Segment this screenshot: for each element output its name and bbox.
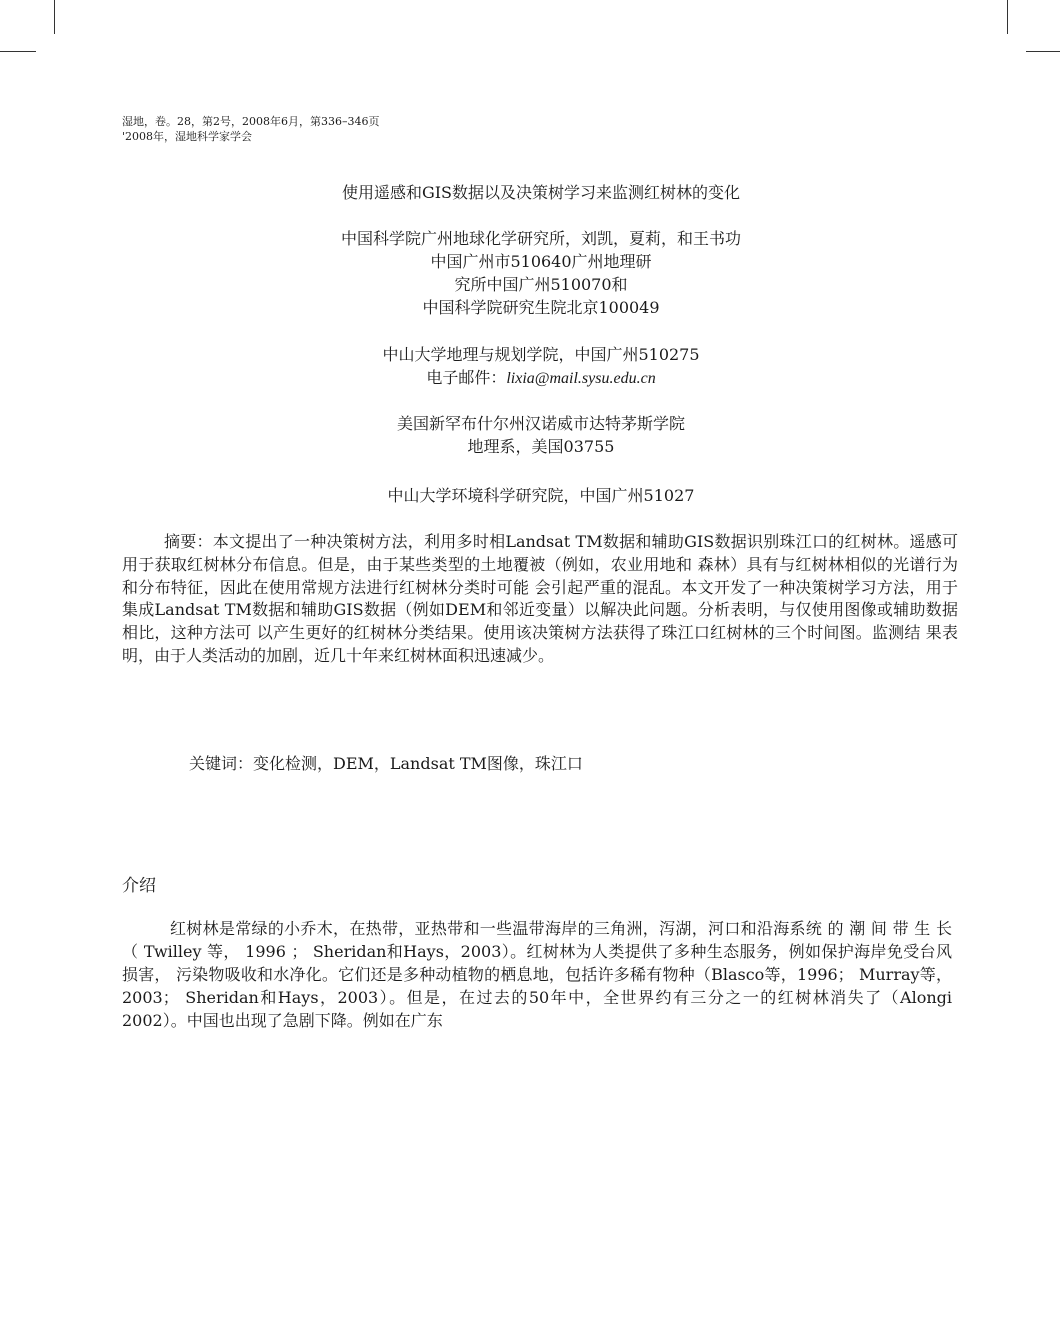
affiliation-block bbox=[122, 412, 960, 458]
journal-citation-line: 湿地，卷。28，第2号，2008年6月，第336–346页 bbox=[122, 115, 380, 128]
affiliation-block bbox=[122, 343, 960, 390]
email-line bbox=[122, 366, 960, 390]
affiliation-line: 美国新罕布什尔州汉诺威市达特茅斯学院 bbox=[396, 414, 685, 433]
crop-mark bbox=[0, 51, 36, 52]
affiliation-line: 中山大学地理与规划学院，中国广州510275 bbox=[382, 345, 700, 364]
affiliation-line: 地理系，美国03755 bbox=[467, 437, 615, 456]
keywords-line: 关键词：变化检测，DEM，Landsat TM图像，珠江口 bbox=[189, 754, 583, 773]
affiliation-line: 中国广州市510640广州地理研 bbox=[430, 252, 652, 271]
email-address: lixia@mail.sysu.edu.cn bbox=[506, 370, 656, 387]
affiliation-line: 中国科学院研究生院北京100049 bbox=[422, 298, 660, 317]
crop-mark bbox=[1007, 0, 1008, 34]
affiliation-block bbox=[122, 227, 960, 319]
affiliation-line: 究所中国广州510070和 bbox=[454, 275, 628, 294]
paper-title: 使用遥感和GIS数据以及决策树学习来监测红树林的变化 bbox=[341, 183, 741, 202]
affiliation-line: 中山大学环境科学研究院，中国广州51027 bbox=[387, 486, 695, 505]
email-label: 电子邮件： bbox=[426, 368, 507, 387]
authors-line: 中国科学院广州地球化学研究所，刘凯，夏莉，和王书功 bbox=[340, 229, 741, 248]
intro-paragraph: 红树林是常绿的小乔木，在热带，亚热带和一些温带海岸的三角洲，泻湖，河口和沿海系统 的 潮 间 带 生 长 （ Twilley 等， 1996 ； Sheridan和Hays，2003）。红树林为人类提供了多种生态服务，例如保护海岸免受台风损害， 污染物吸收和水净化。它们还是多种动植物的栖息地，包括许多稀有物种（Blasco等，1996； Murray等，2003； Sheridan和Hays，2003）。但是，在过去的50年中，全世界约有三分之一的红树林消失了（Alongi 2002）。中国也出现了急剧下降。例如在广东 bbox=[122, 919, 952, 1030]
section-heading: 介绍 bbox=[122, 876, 156, 896]
journal-citation bbox=[122, 114, 379, 144]
abstract-paragraph: 摘要：本文提出了一种决策树方法，利用多时相Landsat TM数据和辅助GIS数据识别珠江口的红树林。遥感可用于获取红树林分布信息。但是，由于某些类型的土地覆被（例如，农业用地和 森林）具有与红树林相似的光谱行为和分布特征，因此在使用常规方法进行红树林分类时可能 会引起严重的混乱。本文开发了一种决策树学习方法，用于集成Landsat TM数据和辅助GIS数据（例如DEM和邻近变量）以解决此问题。分析表明，与仅使用图像或辅助数据相比，这种方法可 以产生更好的红树林分类结果。使用该决策树方法获得了珠江口红树林的三个时间图。监测结 果表明，由于人类活动的加剧，近几十年来红树林面积迅速减少。 bbox=[122, 532, 958, 665]
crop-mark bbox=[1026, 51, 1060, 52]
crop-mark bbox=[54, 0, 55, 34]
copyright-line: '2008年，湿地科学家学会 bbox=[122, 130, 253, 143]
